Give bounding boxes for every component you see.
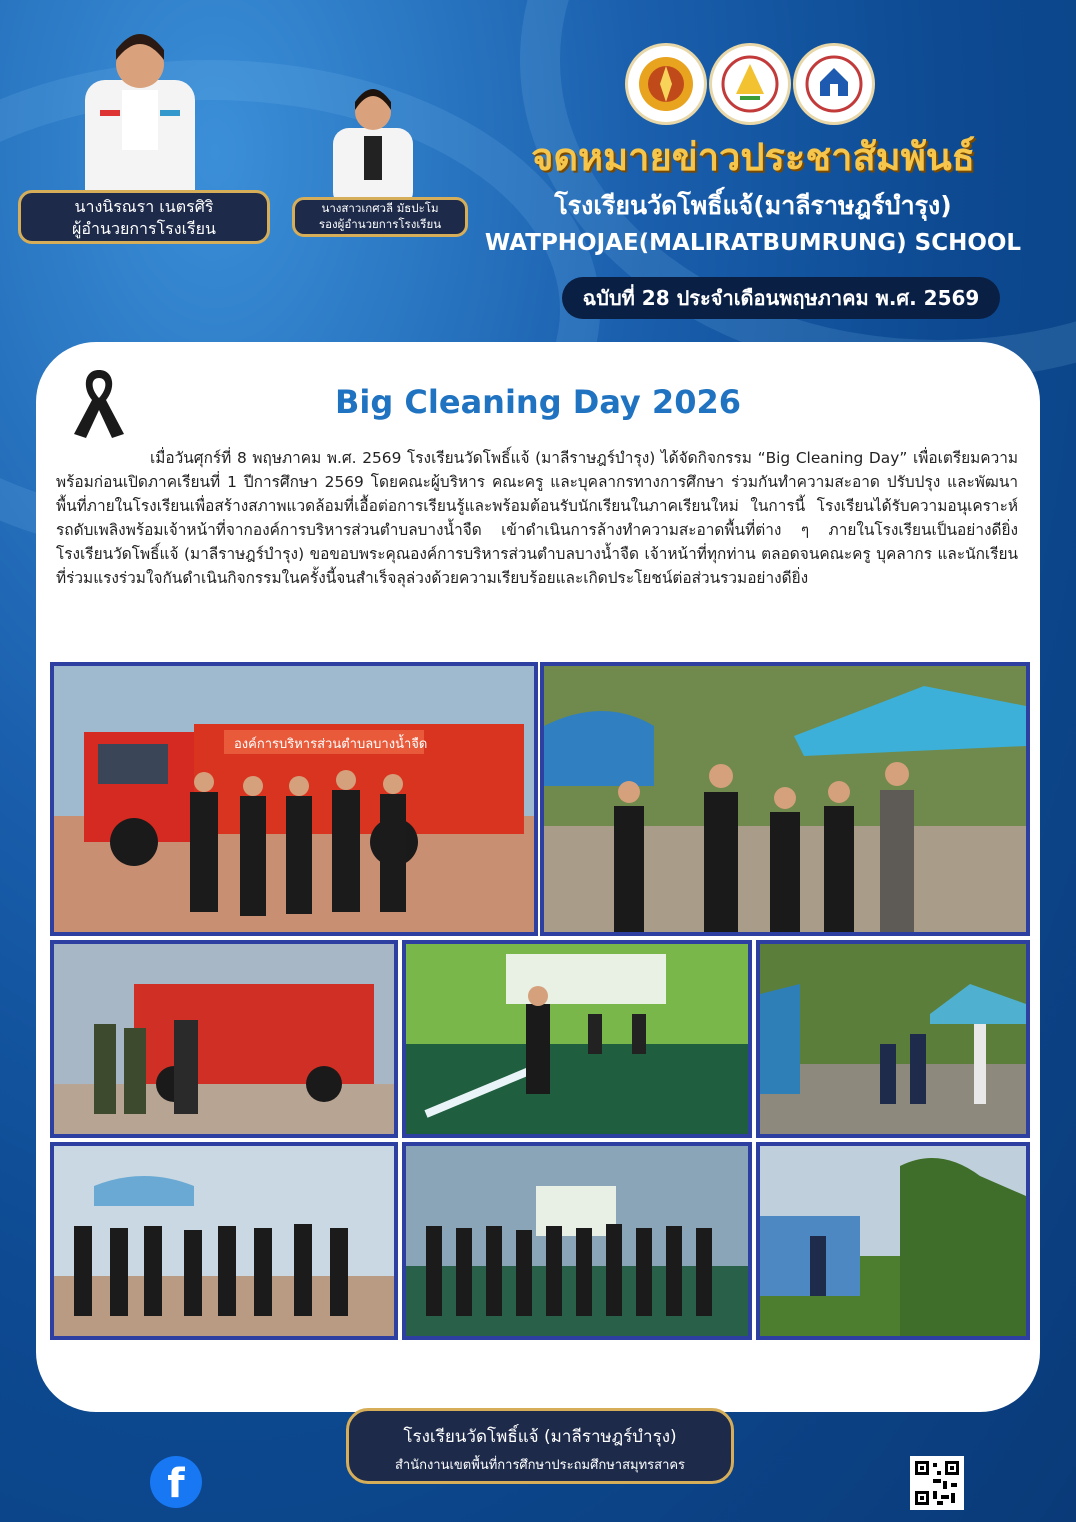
photo-fire-truck-group — [50, 662, 538, 936]
director-portrait — [60, 20, 220, 200]
article-body: เมื่อวันศุกร์ที่ 8 พฤษภาคม พ.ศ. 2569 โรงเรียนวัดโพธิ์แจ้ (มาลีราษฎร์บำรุง) ได้จัดกิจกรรม “Big Cleaning Day” เพื่อเตรียมความพร้อมก่อนเปิดภาคเรียนที่ 1 ปีการศึกษา 2569 โดยคณะผู้บริหาร คณะครู และบุคลากรทางการศึกษา ร่วมกันทำความสะอาด ปรับปรุง และพัฒนาพื้นที่ภายในโรงเรียนเพื่อสร้างสภาพแวดล้อมที่เอื้อต่อการเรียนรู้และพร้อมต้อนรับนักเรียนในภาคเรียนใหม่ ในการนี้ โรงเรียนได้รับความอนุเคราะห์รถดับเพลิงพร้อมเจ้าหน้าที่จากองค์การบริหารส่วนตำบลบางน้ำจืด เข้าดำเนินการล้างทำความสะอาดพื้นที่ต่าง ๆ ภายในโรงเรียนเป็นอย่างดียิ่ง โรงเรียนวัดโพธิ์แจ้ (มาลีราษฎร์บำรุง) ขอขอบพระคุณองค์การบริหารส่วนตำบลบางน้ำจืด เจ้าหน้าที่ทุกท่าน ตลอดจนคณะครู บุคลากร และนักเรียน ที่ร่วมแรงร่วมใจกันดำเนินกิจกรรมในครั้งนี้จนสำเร็จลุล่วงด้วยความเรียบร้อยและเกิดประโยชน์ต่อส่วนรวมอย่างดียิ่ง — [56, 449, 1018, 587]
photo-hose-washing — [402, 940, 752, 1138]
footer-school: โรงเรียนวัดโพธิ์แจ้ (มาลีราษฎร์บำรุง) — [403, 1427, 677, 1447]
qr-code-icon[interactable] — [910, 1456, 964, 1510]
footer-office: สำนักงานเขตพื้นที่การศึกษาประถมศึกษาสมุทรสาคร — [394, 1458, 686, 1473]
facebook-icon[interactable]: f — [150, 1456, 202, 1508]
photo-tent-group — [540, 662, 1030, 936]
deputy-name: นางสาวเกศวลี มัธปะโม — [321, 201, 439, 215]
director-name: นางนิรณรา เนตรศิริ — [74, 197, 214, 216]
photo-broom-group-2 — [402, 1142, 752, 1340]
issue-badge: ฉบับที่ 28 ประจำเดือนพฤษภาคม พ.ศ. 2569 — [562, 277, 1000, 319]
director-nameplate — [18, 190, 270, 244]
photo-garden-clearing — [756, 1142, 1030, 1340]
photo-fire-truck-crew — [50, 940, 398, 1138]
deputy-role: รองผู้อำนวยการโรงเรียน — [318, 216, 442, 231]
director-role: ผู้อำนวยการโรงเรียน — [72, 218, 216, 238]
article-heading: Big Cleaning Day 2026 — [335, 383, 741, 421]
photo-garden-workers — [756, 940, 1030, 1138]
newsletter-title: จดหมายข่าวประชาสัมพันธ์ — [531, 135, 975, 179]
truck-text: องค์การบริหารส่วนตำบลบางน้ำจืด — [234, 737, 428, 752]
deputy-portrait — [318, 80, 428, 200]
ministry-emblem-icon — [628, 46, 704, 122]
deputy-nameplate — [292, 197, 468, 237]
quality-school-icon — [796, 46, 872, 122]
photo-broom-group-1 — [50, 1142, 398, 1340]
footer-nameplate — [346, 1408, 734, 1484]
school-name-thai: โรงเรียนวัดโพธิ์แจ้(มาลีราษฎร์บำรุง) — [554, 191, 952, 220]
obec-emblem-icon — [712, 46, 788, 122]
school-name-english: WATPHOJAE(MALIRATBUMRUNG) SCHOOL — [484, 230, 1022, 256]
